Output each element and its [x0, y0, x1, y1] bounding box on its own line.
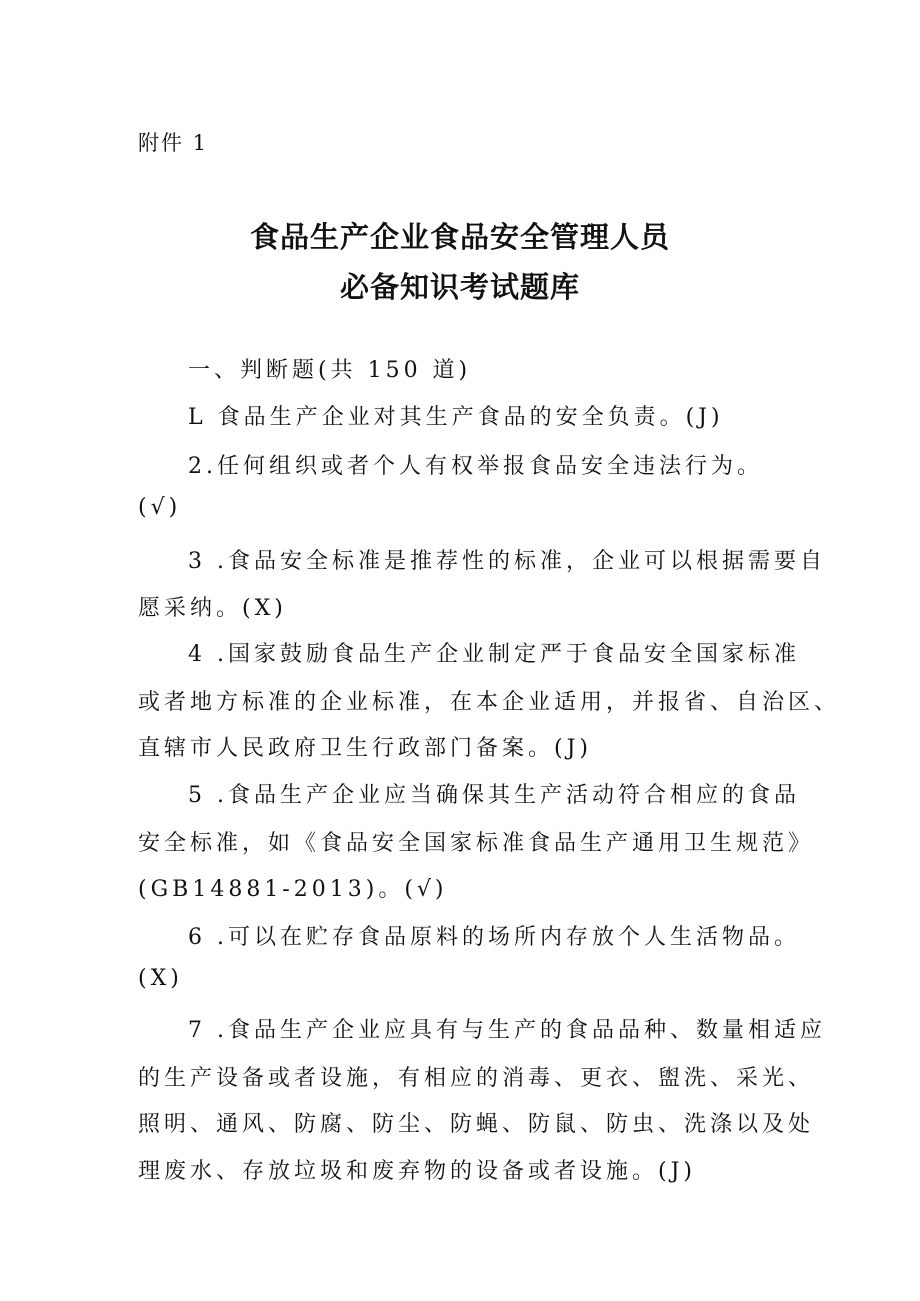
question-7-cont-2: 照明、通风、防腐、防尘、防蝇、防鼠、防虫、洗涤以及处 — [138, 1112, 815, 1137]
question-4-cont-2: 直辖市人民政府卫生行政部门备案。(J) — [138, 736, 592, 761]
question-7: 7 .食品生产企业应具有与生产的食品品种、数量相适应 — [188, 1018, 826, 1043]
question-6: 6 .可以在贮存食品原料的场所内存放个人生活物品。 — [188, 925, 800, 950]
question-3: 3 .食品安全标准是推荐性的标准，企业可以根据需要自 — [188, 549, 826, 574]
question-2-answer: (√) — [138, 495, 182, 520]
question-1: L 食品生产企业对其生产食品的安全负责。(J) — [188, 405, 724, 430]
document-title-line-2: 必备知识考试题库 — [339, 270, 580, 304]
question-4-cont-1: 或者地方标准的企业标准，在本企业适用，并报省、自治区、 — [138, 690, 841, 715]
question-7-cont-3: 理废水、存放垃圾和废弃物的设备或者设施。(J) — [138, 1159, 696, 1184]
question-2: 2.任何组织或者个人有权举报食品安全违法行为。 — [188, 454, 763, 479]
question-5-cont-1: 安全标准，如《食品安全国家标准食品生产通用卫生规范》 — [138, 831, 815, 856]
question-4: 4 .国家鼓励食品生产企业制定严于食品安全国家标准 — [188, 642, 800, 667]
question-5: 5 .食品生产企业应当确保其生产活动符合相应的食品 — [188, 783, 800, 808]
question-6-answer: (X) — [138, 966, 183, 991]
question-5-cont-2: (GB14881-2013)。(√) — [138, 877, 448, 902]
document-title-line-1: 食品生产企业食品安全管理人员 — [249, 220, 670, 254]
question-7-cont-1: 的生产设备或者设施，有相应的消毒、更衣、盥洗、采光、 — [138, 1066, 815, 1091]
attachment-label: 附件 1 — [138, 131, 209, 155]
question-3-cont: 愿采纳。(X) — [138, 596, 287, 621]
section-heading: 一、判断题(共 150 道) — [188, 358, 472, 383]
